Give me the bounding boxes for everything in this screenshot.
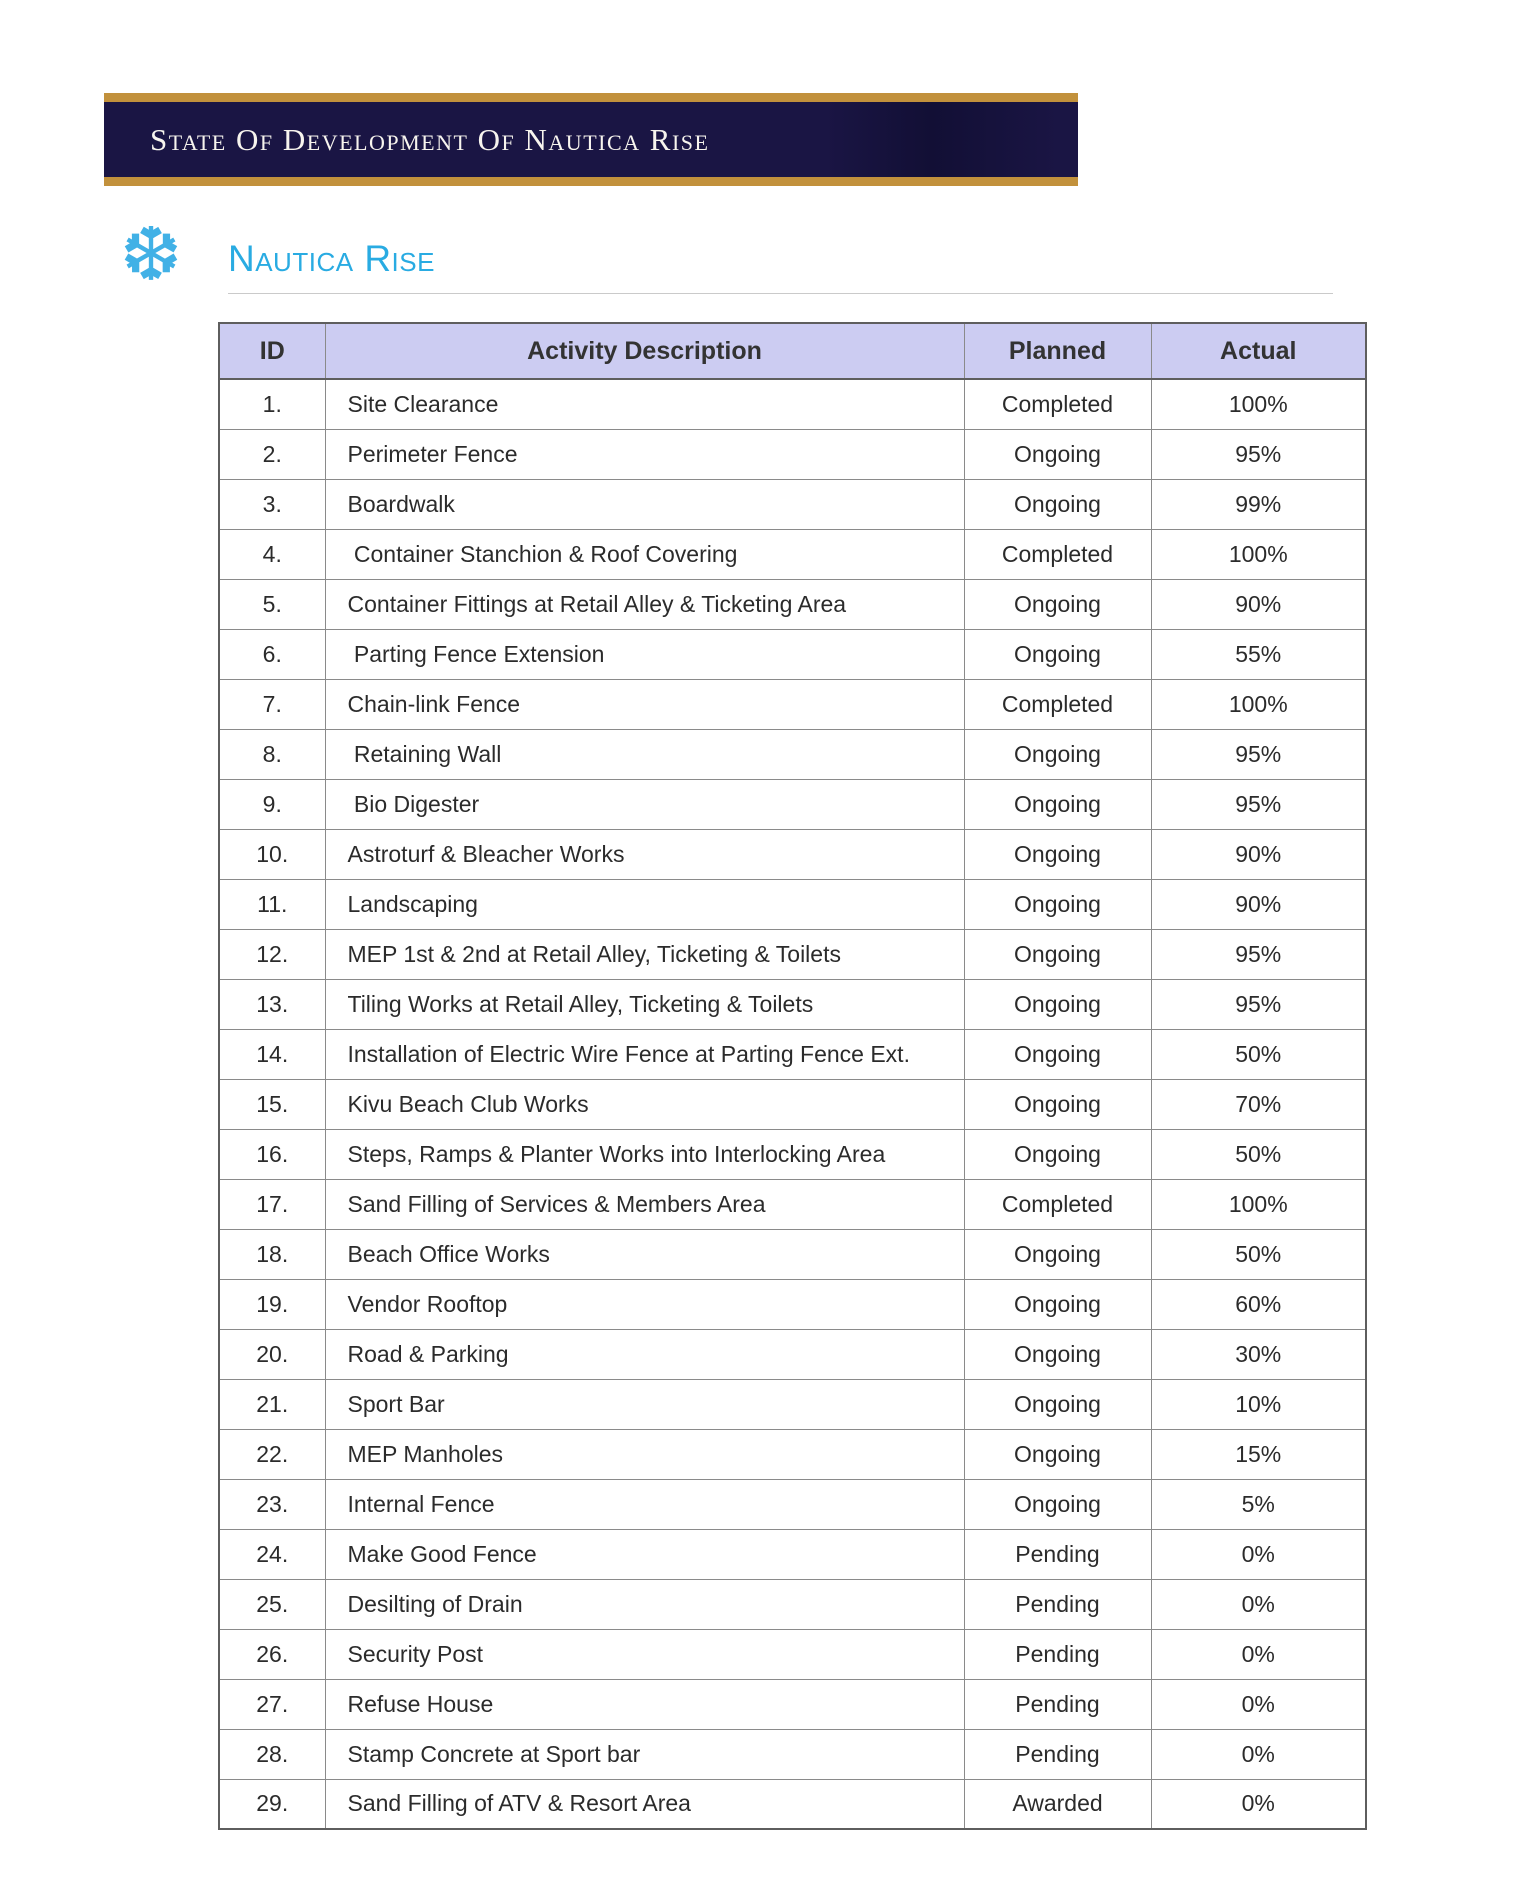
cell-id: 26. bbox=[219, 1629, 325, 1679]
cell-actual: 0% bbox=[1151, 1579, 1366, 1629]
cell-planned: Pending bbox=[964, 1529, 1151, 1579]
cell-actual: 99% bbox=[1151, 479, 1366, 529]
cell-actual: 100% bbox=[1151, 529, 1366, 579]
cell-actual: 15% bbox=[1151, 1429, 1366, 1479]
snowflake-logo-icon: ❆ bbox=[120, 213, 183, 296]
activity-table bbox=[218, 322, 1367, 1830]
cell-description: Bio Digester bbox=[325, 779, 964, 829]
cell-actual: 10% bbox=[1151, 1379, 1366, 1429]
cell-description: Tiling Works at Retail Alley, Ticketing & Toilets bbox=[325, 979, 964, 1029]
cell-planned: Ongoing bbox=[964, 829, 1151, 879]
cell-id: 20. bbox=[219, 1329, 325, 1379]
table-row bbox=[219, 1479, 1366, 1529]
cell-id: 14. bbox=[219, 1029, 325, 1079]
cell-id: 27. bbox=[219, 1679, 325, 1729]
cell-planned: Ongoing bbox=[964, 1129, 1151, 1179]
cell-id: 4. bbox=[219, 529, 325, 579]
cell-actual: 0% bbox=[1151, 1629, 1366, 1679]
table-row bbox=[219, 1179, 1366, 1229]
cell-planned: Pending bbox=[964, 1579, 1151, 1629]
cell-description: Road & Parking bbox=[325, 1329, 964, 1379]
cell-actual: 100% bbox=[1151, 679, 1366, 729]
cell-description: Landscaping bbox=[325, 879, 964, 929]
col-header-description: Activity Description bbox=[325, 323, 964, 379]
cell-actual: 0% bbox=[1151, 1779, 1366, 1829]
cell-planned: Ongoing bbox=[964, 1229, 1151, 1279]
cell-description: Vendor Rooftop bbox=[325, 1279, 964, 1329]
table-row bbox=[219, 1079, 1366, 1129]
cell-planned: Completed bbox=[964, 1179, 1151, 1229]
table-row bbox=[219, 779, 1366, 829]
cell-actual: 90% bbox=[1151, 879, 1366, 929]
cell-planned: Completed bbox=[964, 679, 1151, 729]
cell-id: 1. bbox=[219, 379, 325, 429]
cell-planned: Completed bbox=[964, 529, 1151, 579]
table-row bbox=[219, 1629, 1366, 1679]
cell-actual: 90% bbox=[1151, 829, 1366, 879]
cell-actual: 50% bbox=[1151, 1029, 1366, 1079]
cell-id: 9. bbox=[219, 779, 325, 829]
table-row bbox=[219, 829, 1366, 879]
cell-description: Kivu Beach Club Works bbox=[325, 1079, 964, 1129]
cell-actual: 60% bbox=[1151, 1279, 1366, 1329]
cell-id: 10. bbox=[219, 829, 325, 879]
cell-description: Parting Fence Extension bbox=[325, 629, 964, 679]
table-row bbox=[219, 479, 1366, 529]
cell-actual: 95% bbox=[1151, 979, 1366, 1029]
cell-id: 13. bbox=[219, 979, 325, 1029]
cell-actual: 55% bbox=[1151, 629, 1366, 679]
cell-description: Boardwalk bbox=[325, 479, 964, 529]
table-row bbox=[219, 1679, 1366, 1729]
cell-id: 2. bbox=[219, 429, 325, 479]
cell-planned: Pending bbox=[964, 1679, 1151, 1729]
cell-actual: 100% bbox=[1151, 379, 1366, 429]
table-row bbox=[219, 1729, 1366, 1779]
table-row bbox=[219, 629, 1366, 679]
cell-planned: Ongoing bbox=[964, 1279, 1151, 1329]
cell-planned: Ongoing bbox=[964, 1029, 1151, 1079]
cell-id: 6. bbox=[219, 629, 325, 679]
table-row bbox=[219, 1329, 1366, 1379]
cell-actual: 0% bbox=[1151, 1679, 1366, 1729]
table-row bbox=[219, 1129, 1366, 1179]
cell-description: Make Good Fence bbox=[325, 1529, 964, 1579]
cell-description: Site Clearance bbox=[325, 379, 964, 429]
cell-planned: Ongoing bbox=[964, 1329, 1151, 1379]
cell-description: Container Stanchion & Roof Covering bbox=[325, 529, 964, 579]
cell-planned: Ongoing bbox=[964, 479, 1151, 529]
col-header-id: ID bbox=[219, 323, 325, 379]
table-row bbox=[219, 1229, 1366, 1279]
table-row bbox=[219, 1029, 1366, 1079]
cell-planned: Ongoing bbox=[964, 879, 1151, 929]
table-row bbox=[219, 429, 1366, 479]
cell-id: 16. bbox=[219, 1129, 325, 1179]
cell-actual: 50% bbox=[1151, 1129, 1366, 1179]
cell-description: Astroturf & Bleacher Works bbox=[325, 829, 964, 879]
cell-planned: Ongoing bbox=[964, 1079, 1151, 1129]
banner-body bbox=[104, 102, 1078, 177]
cell-description: MEP 1st & 2nd at Retail Alley, Ticketing & Toilets bbox=[325, 929, 964, 979]
cell-planned: Ongoing bbox=[964, 779, 1151, 829]
cell-id: 12. bbox=[219, 929, 325, 979]
table-row bbox=[219, 879, 1366, 929]
cell-actual: 95% bbox=[1151, 929, 1366, 979]
cell-planned: Ongoing bbox=[964, 729, 1151, 779]
table-row bbox=[219, 979, 1366, 1029]
cell-description: Container Fittings at Retail Alley & Ticketing Area bbox=[325, 579, 964, 629]
cell-id: 17. bbox=[219, 1179, 325, 1229]
cell-description: Retaining Wall bbox=[325, 729, 964, 779]
cell-id: 23. bbox=[219, 1479, 325, 1529]
cell-actual: 0% bbox=[1151, 1529, 1366, 1579]
cell-actual: 100% bbox=[1151, 1179, 1366, 1229]
cell-description: Sand Filling of Services & Members Area bbox=[325, 1179, 964, 1229]
activity-table-body bbox=[219, 379, 1366, 1829]
cell-id: 22. bbox=[219, 1429, 325, 1479]
cell-id: 24. bbox=[219, 1529, 325, 1579]
cell-description: Security Post bbox=[325, 1629, 964, 1679]
cell-id: 18. bbox=[219, 1229, 325, 1279]
cell-actual: 70% bbox=[1151, 1079, 1366, 1129]
table-row bbox=[219, 729, 1366, 779]
section-title: Nautica Rise bbox=[228, 238, 435, 279]
table-row bbox=[219, 1379, 1366, 1429]
col-header-planned: Planned bbox=[964, 323, 1151, 379]
cell-id: 28. bbox=[219, 1729, 325, 1779]
table-header-row bbox=[219, 323, 1366, 379]
cell-planned: Ongoing bbox=[964, 1479, 1151, 1529]
cell-planned: Ongoing bbox=[964, 579, 1151, 629]
cell-actual: 5% bbox=[1151, 1479, 1366, 1529]
cell-id: 7. bbox=[219, 679, 325, 729]
cell-planned: Ongoing bbox=[964, 1429, 1151, 1479]
cell-id: 3. bbox=[219, 479, 325, 529]
cell-planned: Ongoing bbox=[964, 979, 1151, 1029]
cell-id: 29. bbox=[219, 1779, 325, 1829]
cell-planned: Ongoing bbox=[964, 629, 1151, 679]
cell-id: 8. bbox=[219, 729, 325, 779]
table-row bbox=[219, 929, 1366, 979]
cell-description: Chain-link Fence bbox=[325, 679, 964, 729]
banner-gold-bar-bottom bbox=[104, 177, 1078, 186]
cell-actual: 95% bbox=[1151, 429, 1366, 479]
cell-actual: 0% bbox=[1151, 1729, 1366, 1779]
table-row bbox=[219, 1529, 1366, 1579]
cell-description: Perimeter Fence bbox=[325, 429, 964, 479]
cell-planned: Ongoing bbox=[964, 1379, 1151, 1429]
cell-description: Beach Office Works bbox=[325, 1229, 964, 1279]
table-row bbox=[219, 579, 1366, 629]
table-row bbox=[219, 1429, 1366, 1479]
cell-description: Stamp Concrete at Sport bar bbox=[325, 1729, 964, 1779]
cell-actual: 95% bbox=[1151, 729, 1366, 779]
cell-actual: 30% bbox=[1151, 1329, 1366, 1379]
cell-id: 15. bbox=[219, 1079, 325, 1129]
cell-planned: Ongoing bbox=[964, 429, 1151, 479]
table-row bbox=[219, 1579, 1366, 1629]
cell-description: Internal Fence bbox=[325, 1479, 964, 1529]
cell-description: Sport Bar bbox=[325, 1379, 964, 1429]
cell-description: Steps, Ramps & Planter Works into Interlocking Area bbox=[325, 1129, 964, 1179]
banner-gold-bar-top bbox=[104, 93, 1078, 102]
cell-description: Desilting of Drain bbox=[325, 1579, 964, 1629]
table-row bbox=[219, 379, 1366, 429]
table-row bbox=[219, 1779, 1366, 1829]
cell-actual: 95% bbox=[1151, 779, 1366, 829]
cell-id: 5. bbox=[219, 579, 325, 629]
title-banner bbox=[104, 93, 1078, 186]
table-row bbox=[219, 679, 1366, 729]
cell-planned: Completed bbox=[964, 379, 1151, 429]
page-title: State Of Development Of Nautica Rise bbox=[150, 121, 710, 157]
cell-description: Installation of Electric Wire Fence at Parting Fence Ext. bbox=[325, 1029, 964, 1079]
cell-description: MEP Manholes bbox=[325, 1429, 964, 1479]
table-row bbox=[219, 529, 1366, 579]
table-row bbox=[219, 1279, 1366, 1329]
cell-description: Sand Filling of ATV & Resort Area bbox=[325, 1779, 964, 1829]
cell-id: 19. bbox=[219, 1279, 325, 1329]
cell-id: 25. bbox=[219, 1579, 325, 1629]
cell-id: 11. bbox=[219, 879, 325, 929]
cell-planned: Ongoing bbox=[964, 929, 1151, 979]
cell-id: 21. bbox=[219, 1379, 325, 1429]
cell-description: Refuse House bbox=[325, 1679, 964, 1729]
section-divider bbox=[228, 293, 1333, 294]
cell-actual: 50% bbox=[1151, 1229, 1366, 1279]
cell-planned: Pending bbox=[964, 1629, 1151, 1679]
cell-planned: Awarded bbox=[964, 1779, 1151, 1829]
cell-planned: Pending bbox=[964, 1729, 1151, 1779]
col-header-actual: Actual bbox=[1151, 323, 1366, 379]
cell-actual: 90% bbox=[1151, 579, 1366, 629]
